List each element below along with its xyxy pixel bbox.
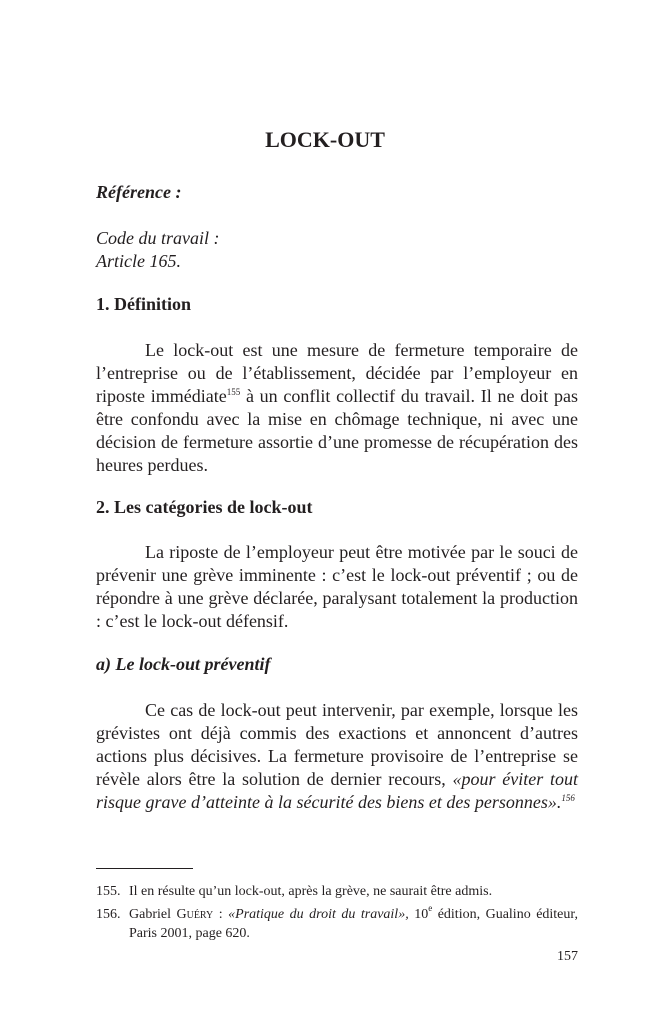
footnote-ref-155[interactable]: 155	[226, 387, 241, 397]
paragraph-text: à un conflit collectif du travail. Il ne doit pas être confondu avec la mise en chômage technique, ni avec une décision de fermeture assortie d’une promesse de récupération des heures perdues.	[96, 386, 578, 475]
footnote-156	[96, 905, 578, 943]
footnote-separator	[96, 868, 193, 869]
work-title: «Pratique du droit du travail»,	[228, 907, 409, 922]
separator: :	[213, 907, 229, 922]
definition-paragraph	[96, 339, 578, 477]
publication-info: édition, Gualino éditeur, Paris 2001, page 620.	[129, 907, 578, 941]
edition-number: 10	[408, 907, 429, 922]
footnote-number: 155.	[96, 884, 121, 899]
reference-article: Article 165.	[96, 251, 181, 271]
section-heading-definition: 1. Définition	[96, 294, 192, 314]
page-title: LOCK-OUT	[265, 127, 385, 152]
reference-code: Code du travail :	[96, 228, 220, 248]
footnote-155	[96, 882, 578, 901]
categories-paragraph: La riposte de l’employeur peut être motivée par le souci de prévenir une grève imminente : c’est le lock-out préventif ; ou de répondre à une grève déclarée, paralysant totalement la production : c’est le lock-out défensif.	[96, 542, 578, 631]
reference-label: Référence :	[96, 182, 182, 202]
footnote-ref-156[interactable]: 156	[561, 793, 575, 803]
footnote-text	[129, 905, 578, 943]
quotation: «pour éviter tout risque grave d’atteinte à la sécurité des biens et des personnes».	[96, 769, 578, 812]
author-last: Guéry	[176, 907, 214, 922]
footnote-number: 156.	[96, 907, 121, 922]
author-first: Gabriel	[129, 907, 177, 922]
footnote-text: Il en résulte qu’un lock-out, après la grève, ne saurait être admis.	[129, 884, 493, 899]
preventif-paragraph	[96, 699, 578, 814]
page-number: 157	[557, 949, 578, 964]
edition-suffix: e	[428, 903, 433, 913]
paragraph-text: Ce cas de lock-out peut intervenir, par exemple, lorsque les grévistes ont déjà commis des exactions et annoncent d’autres actions plus décisives. La fermeture provisoire de l’entreprise se révèle alors être la solution de dernier recours,	[96, 700, 578, 789]
subsection-heading-preventif: a) Le lock-out préventif	[96, 654, 271, 674]
paragraph-text: Le lock-out est une mesure de fermeture temporaire de l’entreprise ou de l’établissement, décidée par l’employeur en riposte immédiate	[96, 340, 578, 406]
section-heading-categories: 2. Les catégories de lock-out	[96, 497, 313, 517]
